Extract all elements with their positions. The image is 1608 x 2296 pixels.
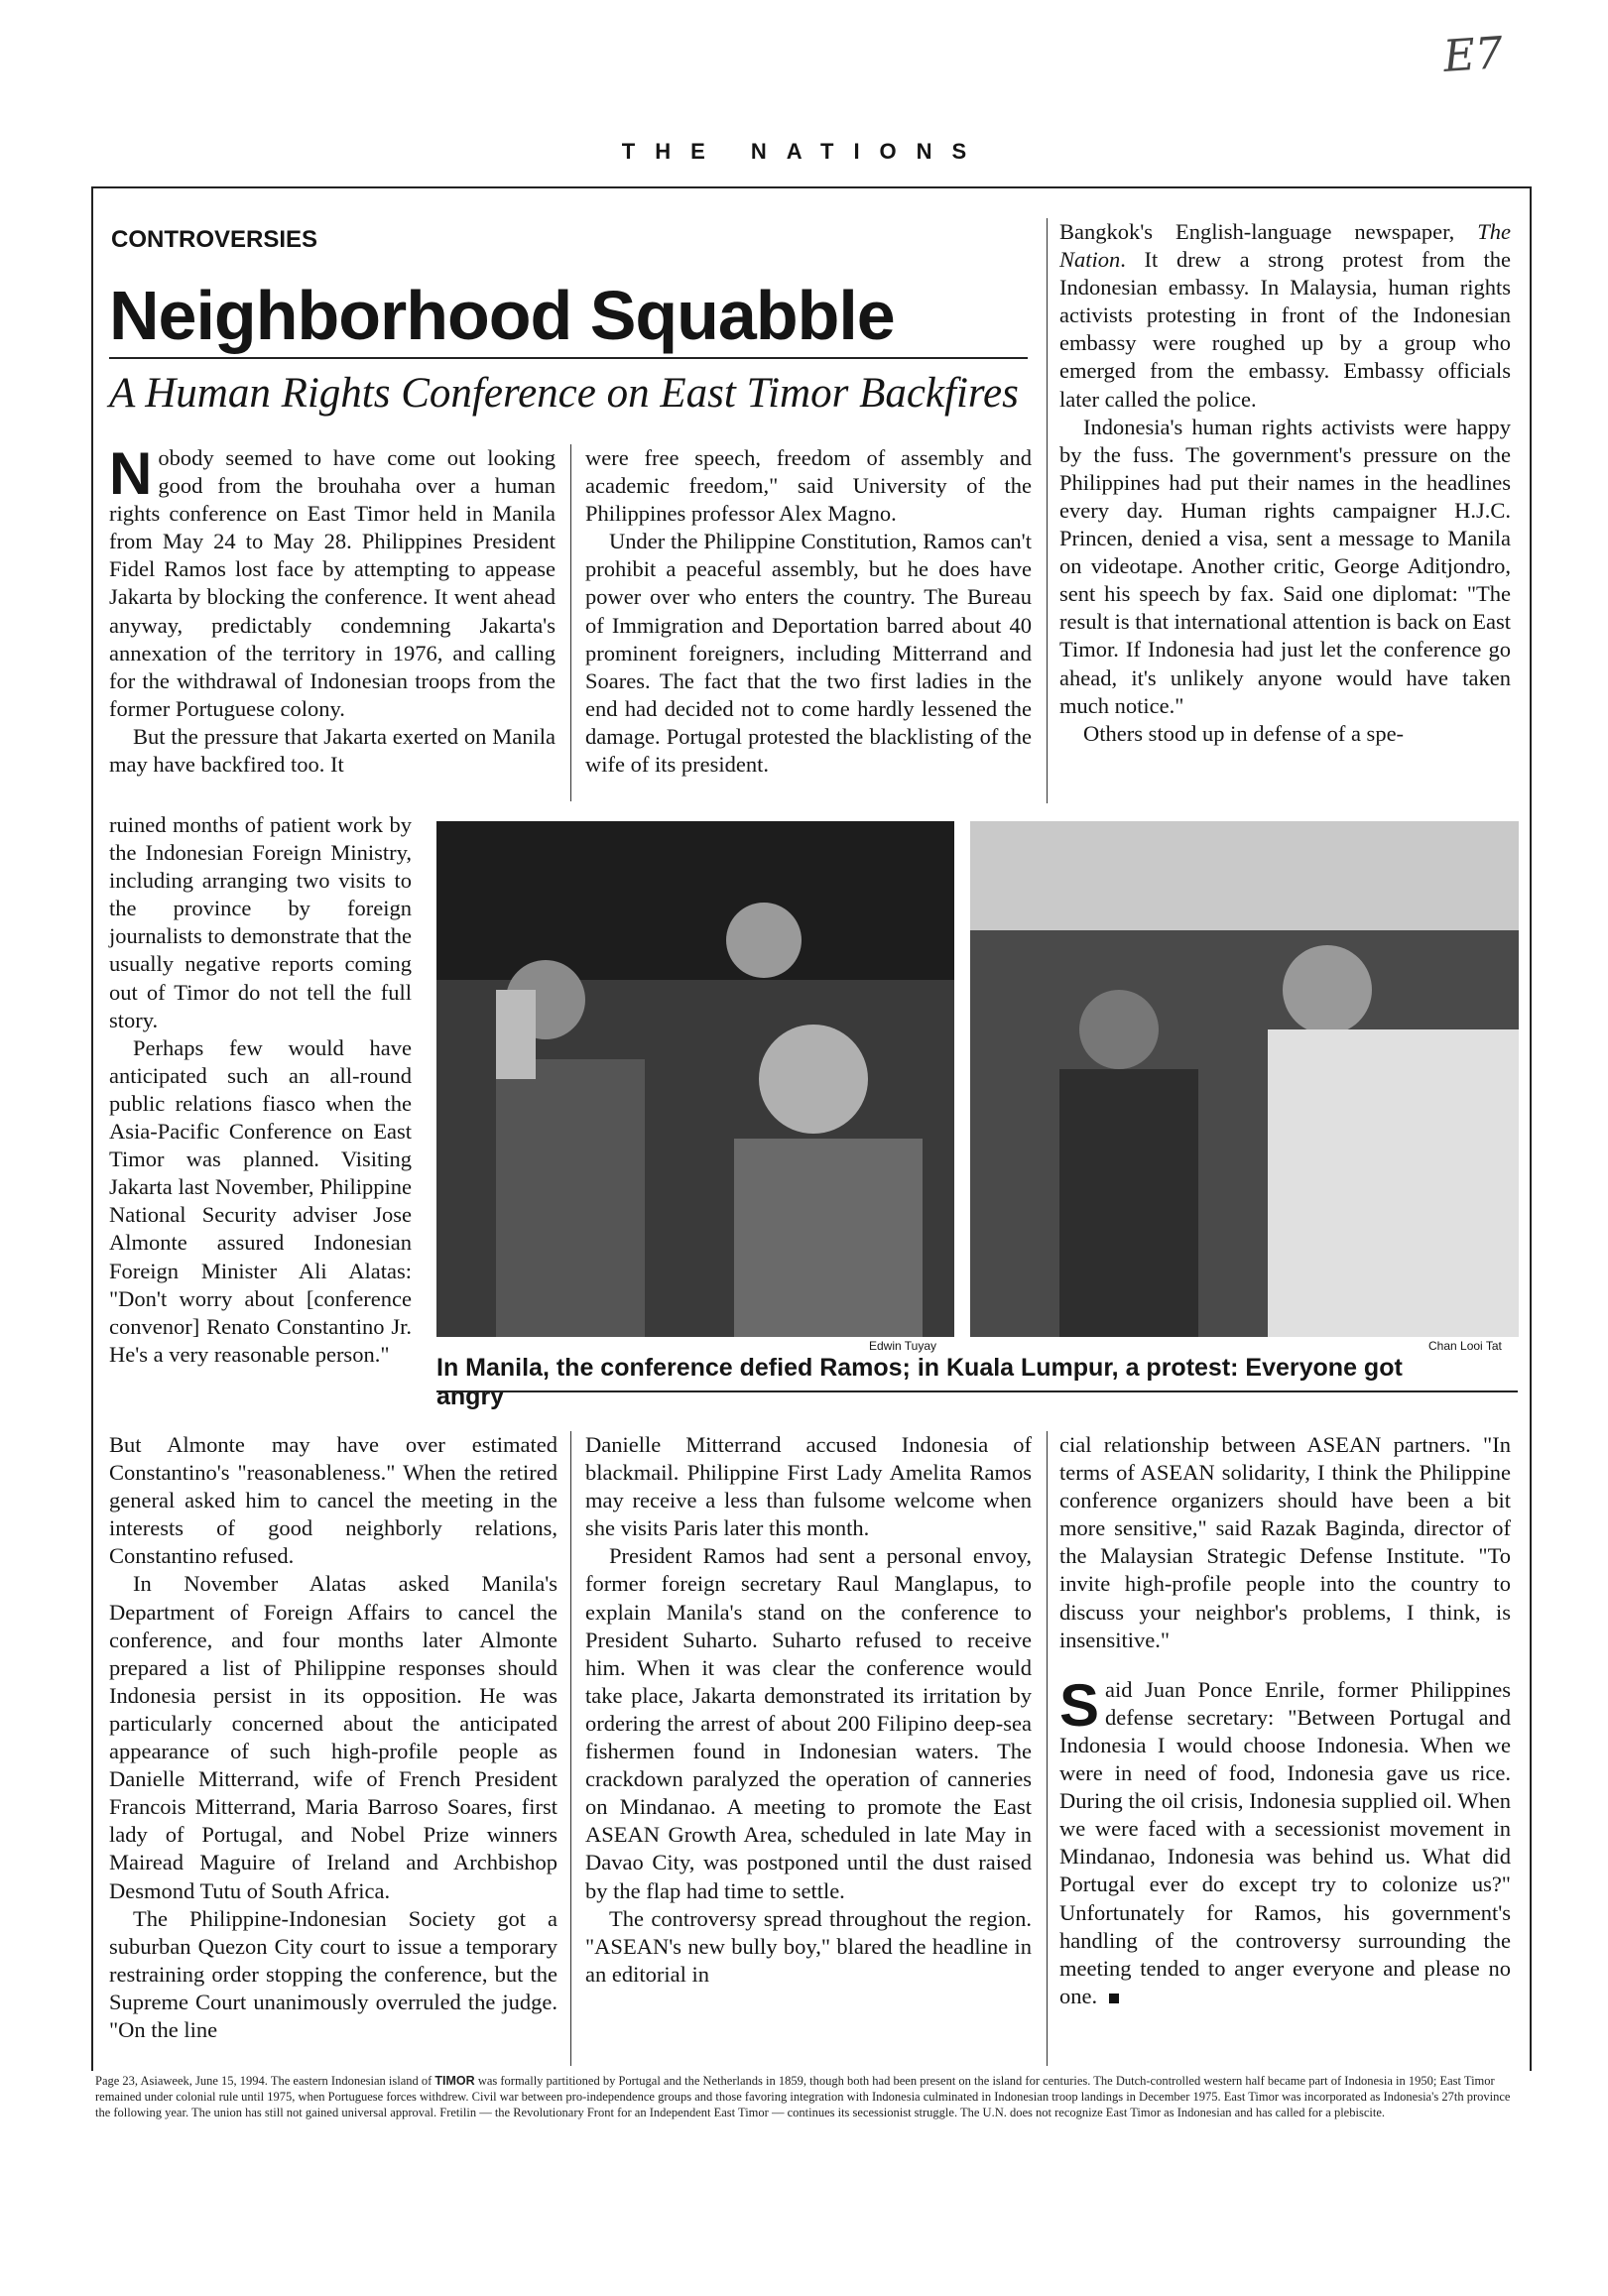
column2-top — [585, 444, 1032, 779]
end-mark — [1109, 1994, 1119, 2003]
column-rule — [570, 1431, 571, 2066]
column-rule — [1047, 218, 1048, 803]
drop-cap: N — [109, 440, 153, 507]
paragraph: But the pressure that Jakarta exerted on Manila may have backfired too. It — [109, 723, 556, 778]
column3-top — [1059, 218, 1511, 748]
paragraph: Perhaps few would have anticipated such an all-round public relations fiasco when the Asia-Pacific Conference on East Timor was planned. Visiting Jakarta last November, Philippine National Security adviser Jose Almonte assured Indonesian Foreign Minister Ali Alatas: "Don't worry about [conference convenor] Renato Constantino Jr. He's a very reasonable person." — [109, 1034, 412, 1367]
paragraph: President Ramos had sent a personal envoy, former foreign secretary Raul Manglapus, to explain Manila's stand on the conference to President Suharto. Suharto refused to receive him. When it was clear the conference would take place, Jakarta demonstrated its irritation by ordering the arrest of about 200 Filipino deep-sea fishermen found in Indonesian waters. The crackdown paralyzed the operation of canneries on Mindanao. A meeting to promote the East ASEAN Growth Area, scheduled in late May in Davao City, was postponed until the dust raised by the flap had time to settle. — [585, 1543, 1032, 1903]
paragraph: Nobody seemed to have come out looking good from the brouhaha over a human rights conference on East Timor held in Manila from May 24 to May 28. Philippines President Fidel Ramos lost face by attempting to appease Jakarta by blocking the conference. It went ahead anyway, predictably condemning Jakarta's annexation of the territory in 1976, and calling for the withdrawal of Indonesian troops from the former Portuguese colony. — [109, 440, 556, 721]
column1-top — [109, 440, 556, 779]
photo-kuala-lumpur — [970, 821, 1519, 1337]
paragraph: ruined months of patient work by the Indonesian Foreign Ministry, including arranging two visits to the province by foreign journalists to demonstrate that the usually negative reports coming out of Timor do not tell the full story. — [109, 812, 412, 1032]
footer-note: Page 23, Asiaweek, June 15, 1994. The eastern Indonesian island of TIMOR was formally partitioned by Portugal and the Netherlands in 1859, though both had been present on the island for centuries. The Dutch-controlled western half became part of Indonesia in 1950; East Timor remained under colonial rule until 1975, when Portuguese forces withdrew. Civil war between pro-independence groups and those favoring integration with Indonesia culminated in Indonesian troop landings in December 1975. East Timor was incorporated as Indonesia's 27th province the following year. The union has still not gained universal approval. Fretilin — the Revolutionary Front for an Independent East Timor — continues its secessionist struggle. The U.N. does not recognize East Timor as Indonesian and has called for a plebiscite. — [95, 2074, 1511, 2119]
paragraph: Danielle Mitterrand accused Indonesia of blackmail. Philippine First Lady Amelita Ramos may receive a less than fulsome welcome when she visits Paris later this month. — [585, 1432, 1032, 1541]
headline-rule — [109, 357, 1028, 359]
paragraph: Indonesia's human rights activists were happy by the fuss. The government's pressure on the Philippines had put their names in the headlines every day. Human rights campaigner H.J.C. Princen, denied a visa, sent a message to Manila on videotape. Another critic, George Aditjondro, sent his speech by fax. Said one diplomat: "The result is that international attention is back on East Timor. If Indonesia had just let the conference go ahead, it's unlikely anyone would have taken much notice." — [1059, 414, 1511, 718]
paragraph: Others stood up in defense of a spe- — [1083, 720, 1405, 746]
paragraph: But Almonte may have over estimated Constantino's "reasonableness." When the retired general asked him to cancel the meeting in the interests of good neighborly relations, Constantino refused. — [109, 1432, 557, 1569]
photo-kuala-lumpur-image — [970, 821, 1519, 1337]
headline: Neighborhood Squabble — [109, 277, 895, 354]
paragraph: The Philippine-Indonesian Society got a suburban Quezon City court to issue a temporary restraining order stopping the conference, but the Supreme Court unanimously overruled the judge. "On the line — [109, 1905, 557, 2042]
paragraph: Bangkok's English-language newspaper, The Nation. It drew a strong protest from the Indonesian embassy. In Malaysia, human rights activists protesting in front of the Indonesian embassy were roughed up by a group who emerged from the embassy. Embassy officials later called the police. — [1059, 219, 1511, 412]
photo-manila-image — [436, 821, 954, 1337]
paragraph: In November Alatas asked Manila's Department of Foreign Affairs to cancel the conference, and four months later Almonte prepared a list of Philippine responses should Indonesia persist in its opposition. He was particularly concerned about the anticipated appearance of such high-profile people as Danielle Mitterrand, wife of French President Francois Mitterrand, Maria Barroso Soares, first lady of Portugal, and Nobel Prize winners Mairead Maguire of Ireland and Archbishop Desmond Tutu of South Africa. — [109, 1571, 557, 1903]
deck: A Human Rights Conference on East Timor Backfires — [109, 370, 1019, 417]
photo-credit-right: Chan Looi Tat — [1428, 1339, 1502, 1353]
column3-bottom — [1059, 1431, 1511, 2010]
caption-rule — [436, 1390, 1518, 1392]
column-rule — [1047, 1431, 1048, 2066]
section-label: CONTROVERSIES — [111, 226, 318, 253]
paragraph: were free speech, freedom of assembly and academic freedom," said University of the Philippines professor Alex Magno. — [585, 445, 1032, 527]
running-head: THE NATIONS — [621, 139, 987, 164]
photo-credit-left: Edwin Tuyay — [869, 1339, 937, 1353]
column-rule — [570, 444, 571, 801]
column2-bottom — [585, 1431, 1032, 1989]
column1-bottom — [109, 1431, 557, 2044]
paragraph: cial relationship between ASEAN partners. "In terms of ASEAN solidarity, I think the Philippine conference organizers should have been a bit more sensitive," said Razak Baginda, director of the Malaysian Strategic Defense Institute. "To invite high-profile people into the country to discuss your neighbor's problems, I think, is insensitive." — [1059, 1432, 1511, 1652]
column1-narrow — [109, 811, 412, 1369]
paragraph: The controversy spread throughout the region. "ASEAN's new bully boy," blared the headline in an editorial in — [585, 1905, 1032, 1987]
paragraph: Said Juan Ponce Enrile, former Philippines defense secretary: "Between Portugal and Indonesia I would choose Indonesia. When we were in need of food, Indonesia gave us rice. During the oil crisis, Indonesia supplied oil. When we were faced with a secessionist movement in Mindanao, Indonesia was behind us. What did Portugal ever do except try to colonize us?" Unfortunately for Ramos, his government's handling of the controversy surrounding the meeting tended to anger everyone and please no one. — [1059, 1671, 1511, 2008]
photo-manila — [436, 821, 954, 1337]
paragraph: Under the Philippine Constitution, Ramos can't prohibit a peaceful assembly, but he does have power over who enters the country. The Bureau of Immigration and Deportation barred about 40 prominent foreigners, including Mitterrand and Soares. The fact that the two first ladies in the end had decided not to come hardly lessened the damage. Portugal protested the blacklisting of the wife of its president. — [585, 529, 1032, 778]
footer-keyword: TIMOR — [434, 2074, 475, 2088]
handwritten-page-mark: E7 — [1441, 27, 1505, 83]
photo-caption: In Manila, the conference defied Ramos; in Kuala Lumpur, a protest: Everyone got angry — [436, 1354, 1403, 1410]
newspaper-title: The Nation — [1059, 219, 1511, 273]
drop-cap: S — [1059, 1671, 1100, 1739]
